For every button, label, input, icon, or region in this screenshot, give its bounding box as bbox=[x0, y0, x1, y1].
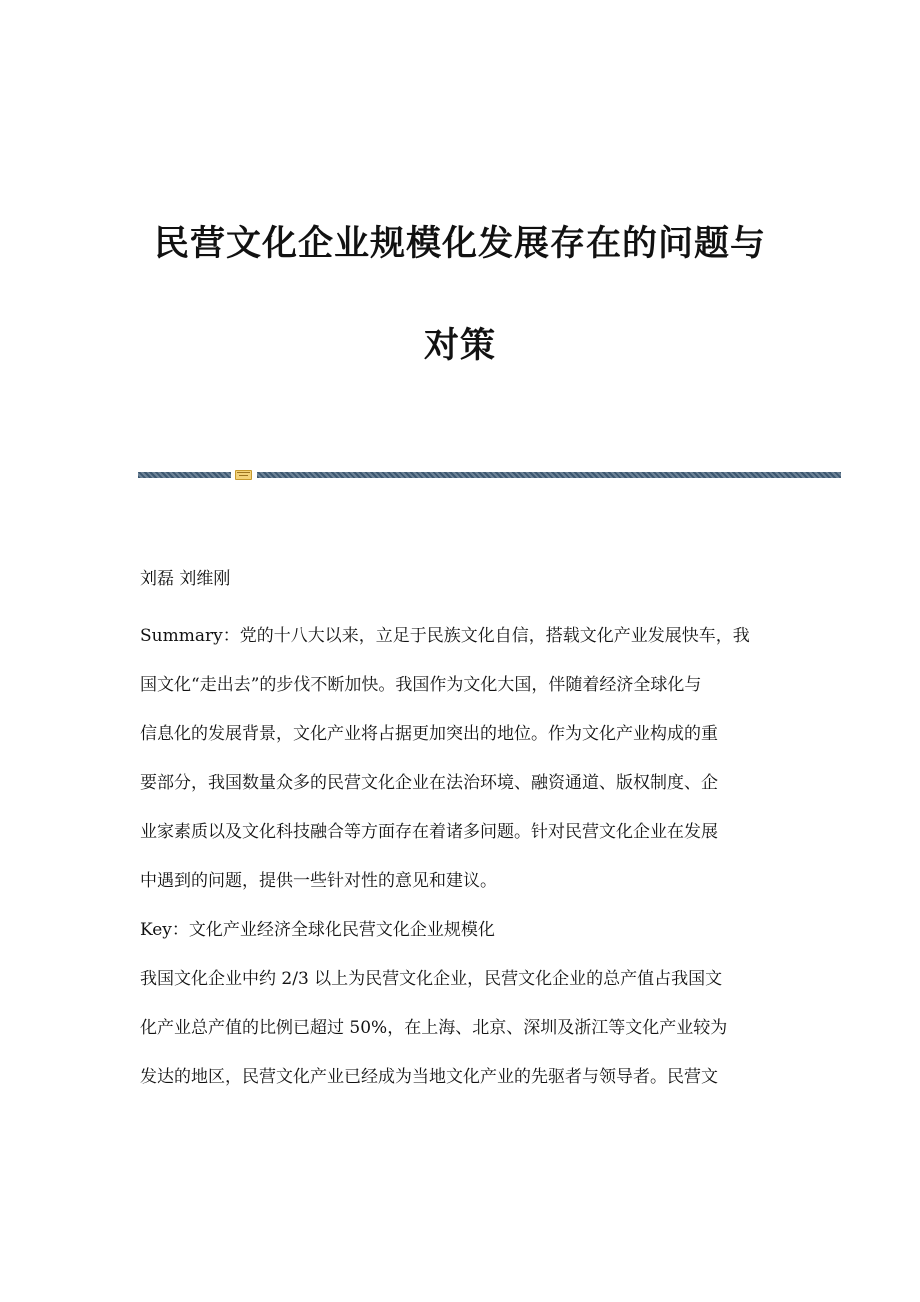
body-paragraph bbox=[140, 955, 785, 1102]
document-title-line-1: 民营文化企业规模化发展存在的问题与 bbox=[153, 224, 766, 264]
keywords-paragraph bbox=[140, 906, 785, 955]
divider-bar-right bbox=[257, 472, 841, 478]
summary-line: 国文化“走出去”的步伐不断加快。我国作为文化大国，伴随着经济全球化与 bbox=[140, 675, 702, 695]
body-line: 发达的地区，民营文化产业已经成为当地文化产业的先驱者与领导者。民营文 bbox=[140, 1067, 718, 1087]
envelope-icon bbox=[235, 470, 252, 480]
summary-line: 信息化的发展背景，文化产业将占据更加突出的地位。作为文化产业构成的重 bbox=[140, 724, 718, 744]
summary-paragraph bbox=[140, 612, 785, 906]
document-title-line-2: 对策 bbox=[423, 326, 496, 366]
summary-line: 业家素质以及文化科技融合等方面存在着诸多问题。针对民营文化企业在发展 bbox=[140, 822, 718, 842]
keywords-line: Key：文化产业经济全球化民营文化企业规模化 bbox=[140, 920, 495, 940]
divider-bar-left bbox=[138, 472, 231, 478]
authors: 刘磊 刘维刚 bbox=[140, 569, 231, 589]
body-line: 化产业总产值的比例已超过 50%，在上海、北京、深圳及浙江等文化产业较为 bbox=[140, 1018, 728, 1038]
title-divider bbox=[138, 470, 841, 480]
summary-line: Summary：党的十八大以来，立足于民族文化自信，搭载文化产业发展快车，我 bbox=[140, 626, 750, 646]
summary-line: 中遇到的问题，提供一些针对性的意见和建议。 bbox=[140, 871, 497, 891]
summary-line: 要部分，我国数量众多的民营文化企业在法治环境、融资通道、版权制度、企 bbox=[140, 773, 718, 793]
body-line: 我国文化企业中约 2/3 以上为民营文化企业，民营文化企业的总产值占我国文 bbox=[140, 969, 723, 989]
